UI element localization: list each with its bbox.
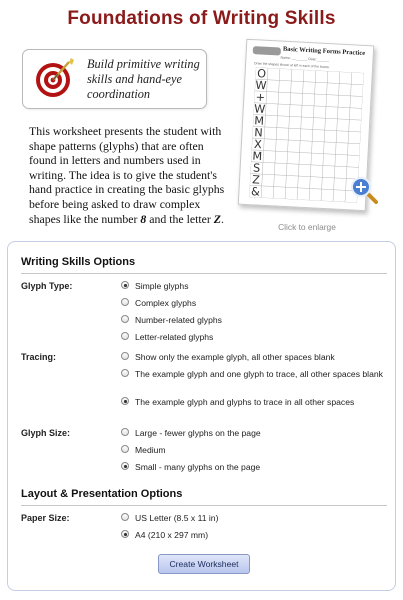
grid-line [285, 69, 292, 199]
glyph-type-label: Glyph Type: [21, 281, 73, 291]
page-title: Foundations of Writing Skills [67, 8, 336, 29]
grid-line [253, 115, 361, 121]
grid-line [255, 91, 363, 97]
grid-line [309, 70, 316, 200]
sheet-logo [253, 46, 281, 55]
radio-button[interactable] [121, 298, 129, 306]
radio-button[interactable] [121, 352, 129, 360]
radio-button[interactable] [121, 462, 129, 470]
example-glyph: O [256, 67, 267, 81]
grid-line [250, 185, 358, 191]
target-icon [33, 56, 77, 100]
grid-line [321, 71, 328, 201]
radio-glyph-type-complex[interactable]: Complex glyphs [121, 297, 391, 309]
grid-line [251, 162, 359, 168]
grid-line [333, 72, 340, 202]
radio-paper-size-us-letter[interactable]: US Letter (8.5 x 11 in) [121, 512, 391, 524]
sheet-fields: Name: ________ Date: ______ [280, 55, 330, 63]
grid-line [297, 70, 304, 200]
radio-button[interactable] [121, 315, 129, 323]
create-worksheet-button[interactable]: Create Worksheet [158, 554, 250, 574]
example-glyph: W [253, 102, 266, 116]
example-glyph: M [252, 149, 263, 164]
grid-line [255, 79, 363, 85]
radio-button[interactable] [121, 513, 129, 521]
grid-line [252, 150, 360, 156]
section-divider [21, 273, 387, 274]
radio-button[interactable] [121, 428, 129, 436]
radio-button[interactable] [121, 281, 129, 289]
tagline-box [22, 49, 207, 109]
example-glyph: + [255, 90, 266, 105]
sheet-instructions: Draw the shapes shown at left in each of the boxes. [254, 61, 330, 70]
magnifier-icon[interactable] [350, 176, 378, 204]
radio-glyph-size-small[interactable]: Small - many glyphs on the page [121, 461, 391, 473]
example-glyph: S [252, 161, 261, 175]
radio-button[interactable] [121, 530, 129, 538]
example-glyph: X [253, 137, 263, 152]
radio-button[interactable] [121, 369, 129, 377]
worksheet-description: This worksheet presents the student with shape patterns (glyphs) that are often found in letters and numbers used in writing. The idea is to give the student's hand practice in creating the basic glyphs before being asked to draw complex shapes like the number 8 and the letter Z. [29, 124, 225, 226]
radio-button[interactable] [121, 445, 129, 453]
radio-glyph-type-letter[interactable]: Letter-related glyphs [121, 331, 391, 343]
radio-glyph-type-simple[interactable]: Simple glyphs [121, 280, 391, 292]
radio-glyph-size-large[interactable]: Large - fewer glyphs on the page [121, 427, 391, 439]
grid-line [254, 103, 362, 109]
radio-glyph-type-number[interactable]: Number-related glyphs [121, 314, 391, 326]
section-heading-layout: Layout & Presentation Options [21, 488, 183, 500]
radio-tracing-one-glyph[interactable]: The example glyph and one glyph to trace, all other spaces blank [121, 368, 391, 380]
radio-button[interactable] [121, 332, 129, 340]
sheet-title: Basic Writing Forms Practice [282, 45, 366, 57]
grid-line [273, 69, 280, 199]
example-glyph: N [253, 126, 264, 140]
example-glyph: M [253, 114, 265, 128]
section-divider [21, 505, 387, 506]
radio-button[interactable] [121, 397, 129, 405]
click-to-enlarge[interactable]: Click to enlarge [278, 222, 336, 232]
grid-line [252, 138, 360, 144]
section-heading-writing-skills: Writing Skills Options [21, 256, 136, 268]
grid-line [249, 197, 357, 203]
worksheet-preview[interactable] [232, 34, 392, 234]
radio-tracing-all-spaces[interactable]: The example glyph and glyphs to trace in all other spaces [121, 396, 391, 408]
paper-size-label: Paper Size: [21, 513, 70, 523]
options-panel [7, 241, 396, 591]
example-glyph: & [250, 185, 261, 199]
radio-paper-size-a4[interactable]: A4 (210 x 297 mm) [121, 529, 391, 541]
tracing-label: Tracing: [21, 352, 57, 362]
radio-tracing-example-only[interactable]: Show only the example glyph, all other spaces blank [121, 351, 391, 363]
tagline: Build primitive writing skills and hand-eye coordination [87, 57, 200, 101]
radio-glyph-size-medium[interactable]: Medium [121, 444, 391, 456]
example-glyph: W [255, 78, 267, 93]
sheet-grid [249, 67, 364, 202]
example-glyph: Z [251, 173, 261, 187]
grid-line [253, 126, 361, 132]
glyph-size-label: Glyph Size: [21, 428, 71, 438]
grid-line [250, 174, 358, 180]
